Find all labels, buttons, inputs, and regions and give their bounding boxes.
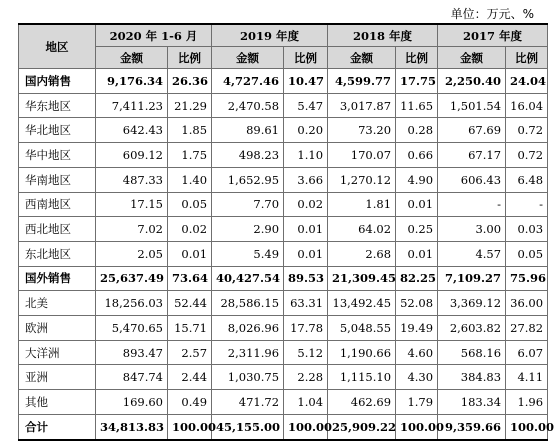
ratio-cell: 0.01 [396, 241, 438, 266]
ratio-cell: 52.44 [168, 291, 212, 316]
ratio-cell: 0.05 [168, 192, 212, 217]
ratio-cell: 27.82 [506, 316, 548, 341]
ratio-cell: 4.60 [396, 340, 438, 365]
amount-cell: 4.57 [438, 241, 506, 266]
amount-cell: 5,048.55 [328, 316, 396, 341]
ratio-cell: 5.47 [284, 93, 328, 118]
amount-cell: 2,250.40 [438, 69, 506, 94]
amount-cell: 462.69 [328, 390, 396, 415]
ratio-cell: 0.28 [396, 118, 438, 143]
amount-cell: 5,470.65 [96, 316, 168, 341]
amount-cell: 7.70 [212, 192, 284, 217]
table-row [19, 241, 548, 266]
ratio-cell: 5.12 [284, 340, 328, 365]
amount-cell: 13,492.45 [328, 291, 396, 316]
regional-sales-table [18, 23, 554, 441]
ratio-cell: 0.01 [168, 241, 212, 266]
ratio-cell: 1.75 [168, 143, 212, 168]
amount-cell: 498.23 [212, 143, 284, 168]
table-row [19, 192, 548, 217]
amount-cell: 170.07 [328, 143, 396, 168]
amount-cell: 1,115.10 [328, 365, 396, 390]
table-row [19, 291, 548, 316]
amount-cell: 609.12 [96, 143, 168, 168]
amount-cell: 7,411.23 [96, 93, 168, 118]
table-row [19, 69, 548, 94]
ratio-cell: 0.03 [506, 217, 548, 242]
ratio-cell: 21.29 [168, 93, 212, 118]
amount-cell: 1.81 [328, 192, 396, 217]
table-row [19, 340, 548, 365]
amount-cell: 568.16 [438, 340, 506, 365]
ratio-cell: 52.08 [396, 291, 438, 316]
row-label: 国内销售 [19, 69, 96, 94]
column-header-amount: 金额 [328, 47, 396, 69]
amount-cell: 2.90 [212, 217, 284, 242]
amount-cell: 2,603.82 [438, 316, 506, 341]
ratio-cell: 73.64 [168, 266, 212, 291]
amount-cell: 1,501.54 [438, 93, 506, 118]
table-row [19, 143, 548, 168]
row-label: 欧洲 [19, 316, 96, 341]
amount-cell: 384.83 [438, 365, 506, 390]
column-header-ratio: 比例 [284, 47, 328, 69]
amount-cell: - [438, 192, 506, 217]
ratio-cell: 75.96 [506, 266, 548, 291]
ratio-cell: 2.44 [168, 365, 212, 390]
ratio-cell: 16.04 [506, 93, 548, 118]
row-label: 北美 [19, 291, 96, 316]
row-label: 东北地区 [19, 241, 96, 266]
table-row [19, 266, 548, 291]
amount-cell: 25,637.49 [96, 266, 168, 291]
row-label: 亚洲 [19, 365, 96, 390]
ratio-cell: 1.85 [168, 118, 212, 143]
amount-cell: 45,155.00 [212, 414, 284, 440]
ratio-cell: 1.79 [396, 390, 438, 415]
amount-cell: 2,311.96 [212, 340, 284, 365]
row-label: 西北地区 [19, 217, 96, 242]
amount-cell: 21,309.45 [328, 266, 396, 291]
amount-cell: 67.69 [438, 118, 506, 143]
column-header-period: 2017 年度 [438, 24, 548, 47]
amount-cell: 169.60 [96, 390, 168, 415]
ratio-cell: 89.53 [284, 266, 328, 291]
table-row [19, 93, 548, 118]
amount-cell: 9,176.34 [96, 69, 168, 94]
ratio-cell: 0.02 [284, 192, 328, 217]
ratio-cell: 82.25 [396, 266, 438, 291]
ratio-cell: 4.11 [506, 365, 548, 390]
ratio-cell: 100.00 [284, 414, 328, 440]
amount-cell: 28,586.15 [212, 291, 284, 316]
ratio-cell: 4.90 [396, 167, 438, 192]
row-label: 华南地区 [19, 167, 96, 192]
amount-cell: 7,109.27 [438, 266, 506, 291]
row-label: 大洋洲 [19, 340, 96, 365]
amount-cell: 642.43 [96, 118, 168, 143]
unit-note: 单位：万元、% [450, 7, 534, 21]
amount-cell: 3.00 [438, 217, 506, 242]
amount-cell: 487.33 [96, 167, 168, 192]
ratio-cell: 0.49 [168, 390, 212, 415]
column-header-amount: 金额 [96, 47, 168, 69]
ratio-cell: 15.71 [168, 316, 212, 341]
table-row [19, 414, 548, 440]
column-header-amount: 金额 [212, 47, 284, 69]
amount-cell: 25,909.22 [328, 414, 396, 440]
amount-cell: 67.17 [438, 143, 506, 168]
amount-cell: 4,599.77 [328, 69, 396, 94]
ratio-cell: 100.00 [506, 414, 548, 440]
amount-cell: 40,427.54 [212, 266, 284, 291]
ratio-cell: 0.01 [284, 241, 328, 266]
row-label: 华北地区 [19, 118, 96, 143]
column-header-period: 2020 年 1-6 月 [96, 24, 212, 47]
column-header-region: 地区 [19, 24, 96, 69]
ratio-cell: 11.65 [396, 93, 438, 118]
amount-cell: 1,652.95 [212, 167, 284, 192]
amount-cell: 847.74 [96, 365, 168, 390]
row-label: 西南地区 [19, 192, 96, 217]
amount-cell: 1,190.66 [328, 340, 396, 365]
table-row [19, 390, 548, 415]
amount-cell: 471.72 [212, 390, 284, 415]
ratio-cell: 0.25 [396, 217, 438, 242]
header-row-periods [19, 24, 548, 47]
amount-cell: 89.61 [212, 118, 284, 143]
ratio-cell: 1.04 [284, 390, 328, 415]
column-header-amount: 金额 [438, 47, 506, 69]
ratio-cell: 2.28 [284, 365, 328, 390]
table-row [19, 316, 548, 341]
ratio-cell: 0.01 [284, 217, 328, 242]
table-row [19, 365, 548, 390]
ratio-cell: - [506, 192, 548, 217]
amount-cell: 183.34 [438, 390, 506, 415]
ratio-cell: 10.47 [284, 69, 328, 94]
row-label: 华中地区 [19, 143, 96, 168]
column-header-period: 2019 年度 [212, 24, 328, 47]
amount-cell: 9,359.66 [438, 414, 506, 440]
ratio-cell: 0.72 [506, 118, 548, 143]
column-header-ratio: 比例 [168, 47, 212, 69]
ratio-cell: 0.72 [506, 143, 548, 168]
ratio-cell: 36.00 [506, 291, 548, 316]
amount-cell: 2,470.58 [212, 93, 284, 118]
amount-cell: 2.68 [328, 241, 396, 266]
column-header-ratio: 比例 [396, 47, 438, 69]
ratio-cell: 0.66 [396, 143, 438, 168]
column-header-period: 2018 年度 [328, 24, 438, 47]
ratio-cell: 1.96 [506, 390, 548, 415]
amount-cell: 8,026.96 [212, 316, 284, 341]
ratio-cell: 4.30 [396, 365, 438, 390]
table-row [19, 167, 548, 192]
ratio-cell: 6.07 [506, 340, 548, 365]
amount-cell: 73.20 [328, 118, 396, 143]
row-label: 其他 [19, 390, 96, 415]
amount-cell: 606.43 [438, 167, 506, 192]
ratio-cell: 0.01 [396, 192, 438, 217]
ratio-cell: 1.40 [168, 167, 212, 192]
amount-cell: 3,017.87 [328, 93, 396, 118]
ratio-cell: 100.00 [168, 414, 212, 440]
ratio-cell: 26.36 [168, 69, 212, 94]
table-row [19, 217, 548, 242]
ratio-cell: 2.57 [168, 340, 212, 365]
ratio-cell: 100.00 [396, 414, 438, 440]
amount-cell: 7.02 [96, 217, 168, 242]
table-row [19, 118, 548, 143]
ratio-cell: 0.05 [506, 241, 548, 266]
amount-cell: 1,030.75 [212, 365, 284, 390]
amount-cell: 893.47 [96, 340, 168, 365]
ratio-cell: 17.78 [284, 316, 328, 341]
ratio-cell: 0.02 [168, 217, 212, 242]
ratio-cell: 0.20 [284, 118, 328, 143]
ratio-cell: 63.31 [284, 291, 328, 316]
amount-cell: 3,369.12 [438, 291, 506, 316]
amount-cell: 4,727.46 [212, 69, 284, 94]
ratio-cell: 6.48 [506, 167, 548, 192]
amount-cell: 64.02 [328, 217, 396, 242]
row-label: 国外销售 [19, 266, 96, 291]
amount-cell: 5.49 [212, 241, 284, 266]
amount-cell: 2.05 [96, 241, 168, 266]
row-label: 合计 [19, 414, 96, 440]
column-header-ratio: 比例 [506, 47, 548, 69]
table-body [19, 69, 554, 441]
amount-cell: 18,256.03 [96, 291, 168, 316]
ratio-cell: 3.66 [284, 167, 328, 192]
ratio-cell: 1.10 [284, 143, 328, 168]
ratio-cell: 19.49 [396, 316, 438, 341]
ratio-cell: 24.04 [506, 69, 548, 94]
header-row-metrics [19, 47, 548, 69]
amount-cell: 17.15 [96, 192, 168, 217]
ratio-cell: 17.75 [396, 69, 438, 94]
row-label: 华东地区 [19, 93, 96, 118]
amount-cell: 34,813.83 [96, 414, 168, 440]
amount-cell: 1,270.12 [328, 167, 396, 192]
